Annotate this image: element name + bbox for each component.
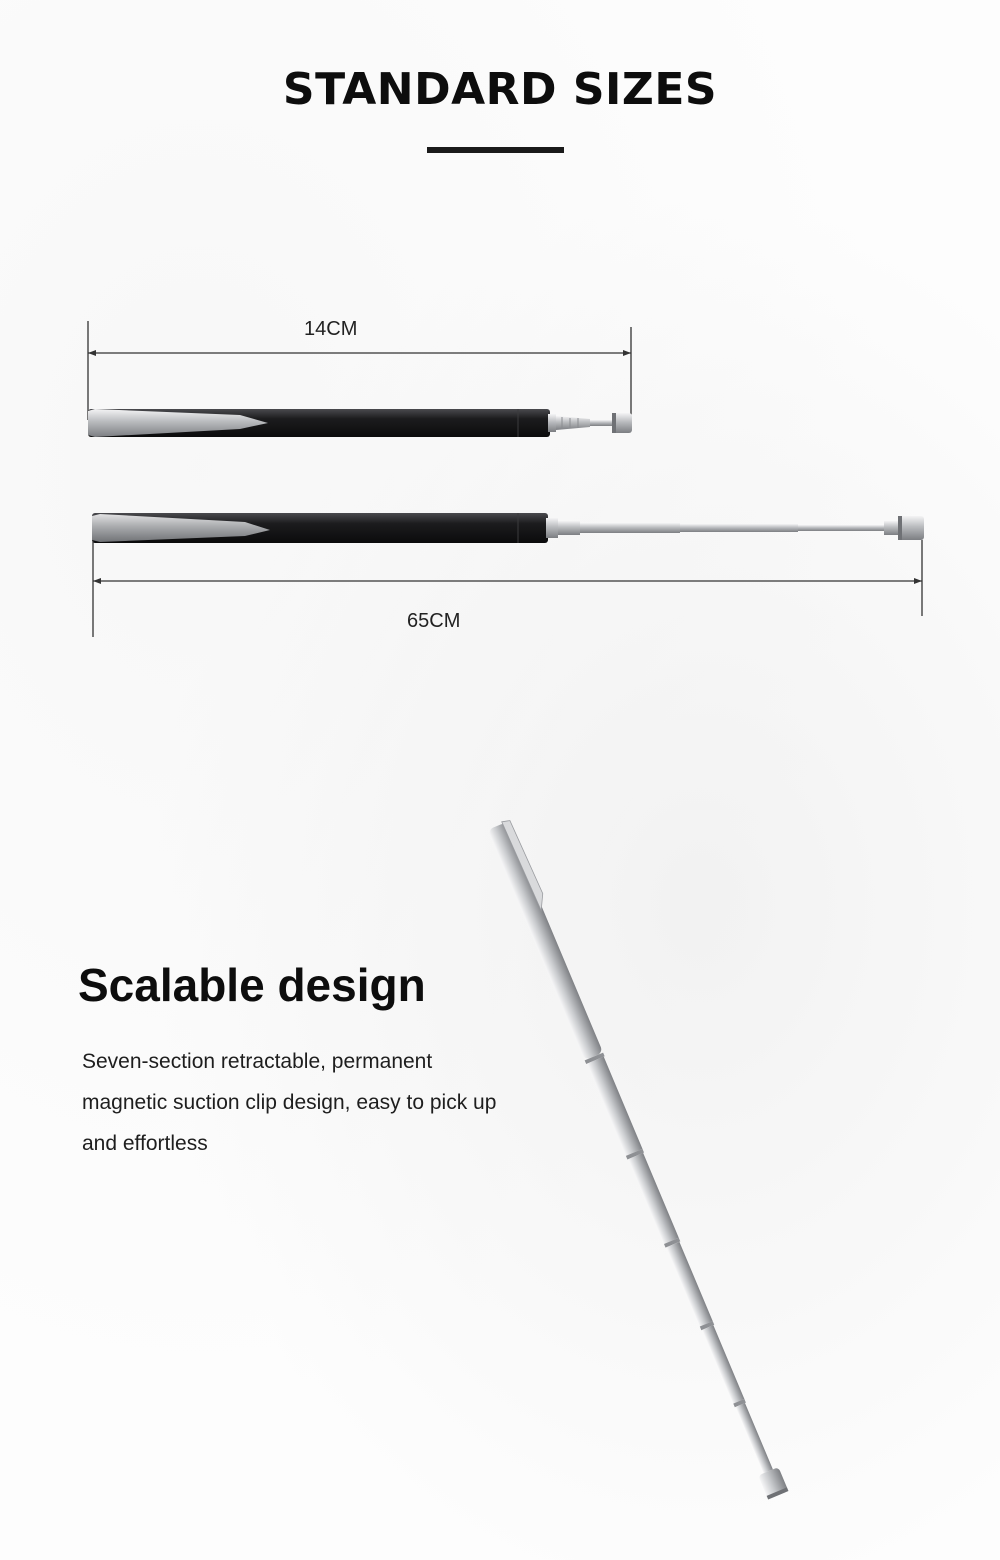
feature-title: Scalable design bbox=[78, 959, 426, 1011]
page-title: STANDARD SIZES bbox=[282, 64, 718, 115]
short-length-label: 14CM bbox=[304, 318, 358, 340]
feature-description: Seven-section retractable, permanent magnetic suction clip design, easy to pick up and effortless bbox=[82, 1050, 497, 1155]
long-length-label: 65CM bbox=[407, 610, 461, 632]
